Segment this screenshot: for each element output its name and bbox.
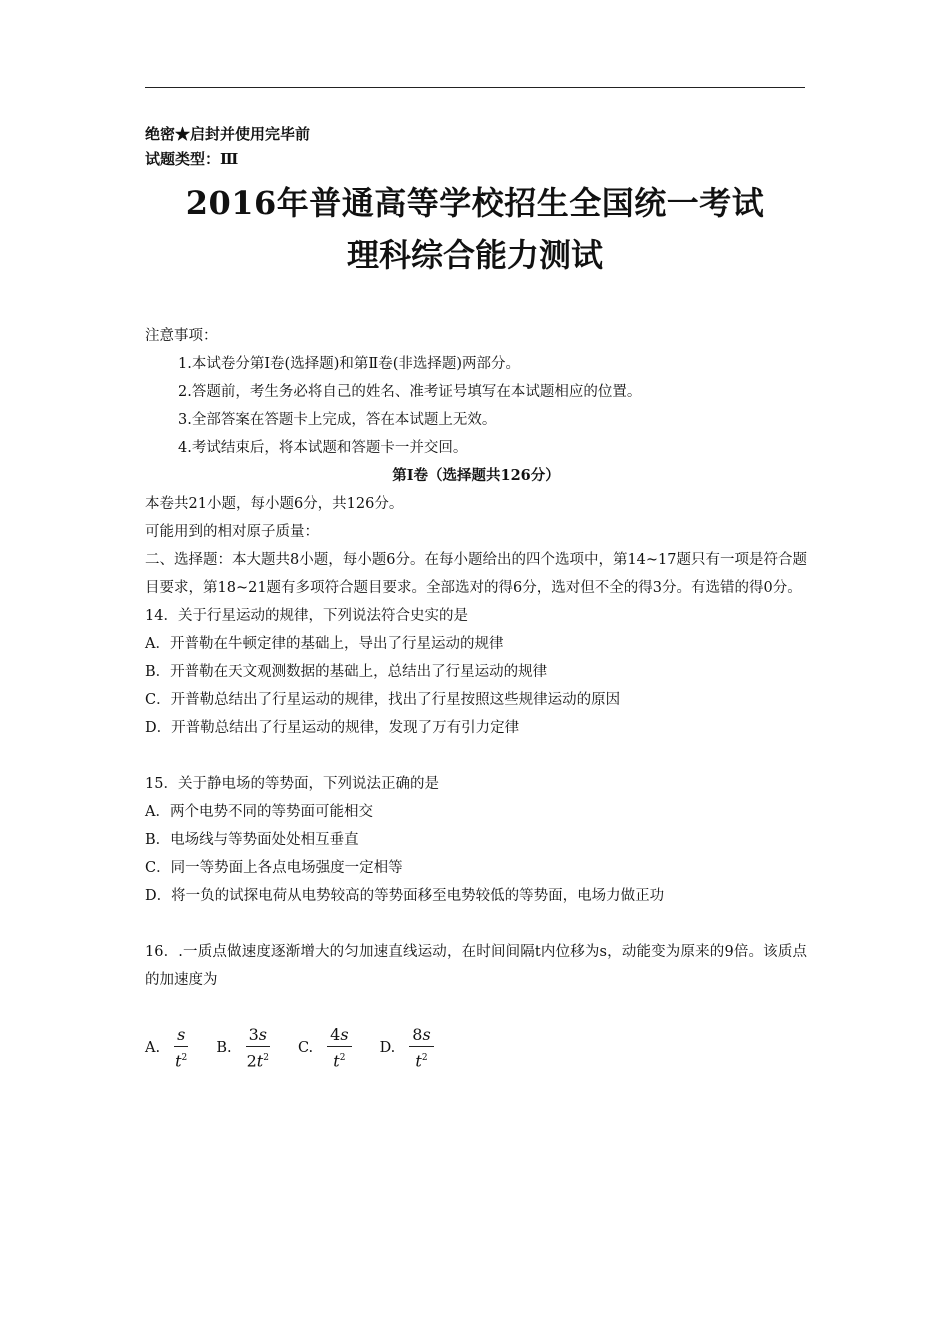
question-stem: 14．关于行星运动的规律，下列说法符合史实的是 (145, 608, 468, 624)
numerator: 8s (409, 1025, 433, 1047)
section-info: 本卷共21小题，每小题6分，共126分。 (145, 496, 404, 512)
question-option: B．电场线与等势面处处相互垂直 (145, 832, 359, 848)
secret-label: 绝密★启封并使用完毕前 (145, 125, 311, 143)
atomic-mass-label: 可能用到的相对原子质量： (145, 524, 319, 540)
notice-item: 4.考试结束后，将本试题和答题卡一并交回。 (178, 440, 468, 456)
numerator: s (174, 1025, 188, 1047)
denominator: $2t^2$ (246, 1051, 269, 1071)
question-option: A．两个电势不同的等势面可能相交 (145, 804, 373, 820)
fraction (174, 1025, 188, 1071)
section-heading: 第Ⅰ卷（选择题共126分） (392, 467, 560, 484)
denominator: $t^2$ (415, 1051, 428, 1071)
question-stem: 15．关于静电场的等势面，下列说法正确的是 (145, 776, 439, 792)
question-type-label: 试题类型：Ⅲ (145, 150, 239, 168)
question-option: A．开普勒在牛顿定律的基础上，导出了行星运动的规律 (145, 636, 504, 652)
spacer (145, 742, 807, 770)
fraction (327, 1025, 351, 1071)
question-option: B．开普勒在天文观测数据的基础上，总结出了行星运动的规律 (145, 664, 548, 680)
fraction (246, 1025, 270, 1071)
option-b (216, 1025, 270, 1071)
option-label: D. (379, 1039, 396, 1056)
notice-item: 2.答题前，考生务必将自己的姓名、准考证号填写在本试题相应的位置。 (178, 384, 642, 400)
denominator: $t^2$ (175, 1051, 188, 1071)
exam-subtitle: 理科综合能力测试 (346, 236, 603, 274)
option-c (298, 1025, 352, 1071)
denominator: $t^2$ (333, 1051, 346, 1071)
fraction (409, 1025, 433, 1071)
exam-body (145, 322, 807, 994)
option-label: B. (216, 1039, 232, 1056)
notice-item: 1.本试卷分第Ⅰ卷(选择题)和第Ⅱ卷(非选择题)两部分。 (178, 356, 521, 372)
option-label: C. (297, 1039, 314, 1056)
option-d (380, 1025, 434, 1071)
question-option: D．开普勒总结出了行星运动的规律，发现了万有引力定律 (145, 720, 520, 736)
question-option: C．开普勒总结出了行星运动的规律，找出了行星按照这些规律运动的原因 (145, 692, 621, 708)
notice-heading: 注意事项： (145, 328, 218, 344)
spacer (145, 910, 807, 938)
exam-title: 2016年普通高等学校招生全国统一考试 (185, 184, 765, 222)
question-stem: 16．.一质点做速度逐渐增大的匀加速直线运动，在时间间隔t内位移为s，动能变为原来的9倍。该质点的加速度为 (145, 944, 807, 988)
section-instructions: 二、选择题：本大题共8小题，每小题6分。在每小题给出的四个选项中，第14~17题只有一项是符合题目要求，第18~21题有多项符合题目要求。全部选对的得6分，选对但不全的得3分。有选错的得0分。 (145, 552, 807, 596)
question-option: D．将一负的试探电荷从电势较高的等势面移至电势较低的等势面，电场力做正功 (145, 888, 665, 904)
numerator: 4s (327, 1025, 351, 1047)
option-label: A. (145, 1039, 161, 1056)
question-option: C．同一等势面上各点电场强度一定相等 (145, 860, 403, 876)
numerator: 3s (246, 1025, 270, 1047)
fraction-options (145, 1022, 462, 1074)
notice-item: 3.全部答案在答题卡上完成，答在本试题上无效。 (178, 412, 497, 428)
option-a (145, 1025, 188, 1071)
header-rule (145, 87, 805, 88)
